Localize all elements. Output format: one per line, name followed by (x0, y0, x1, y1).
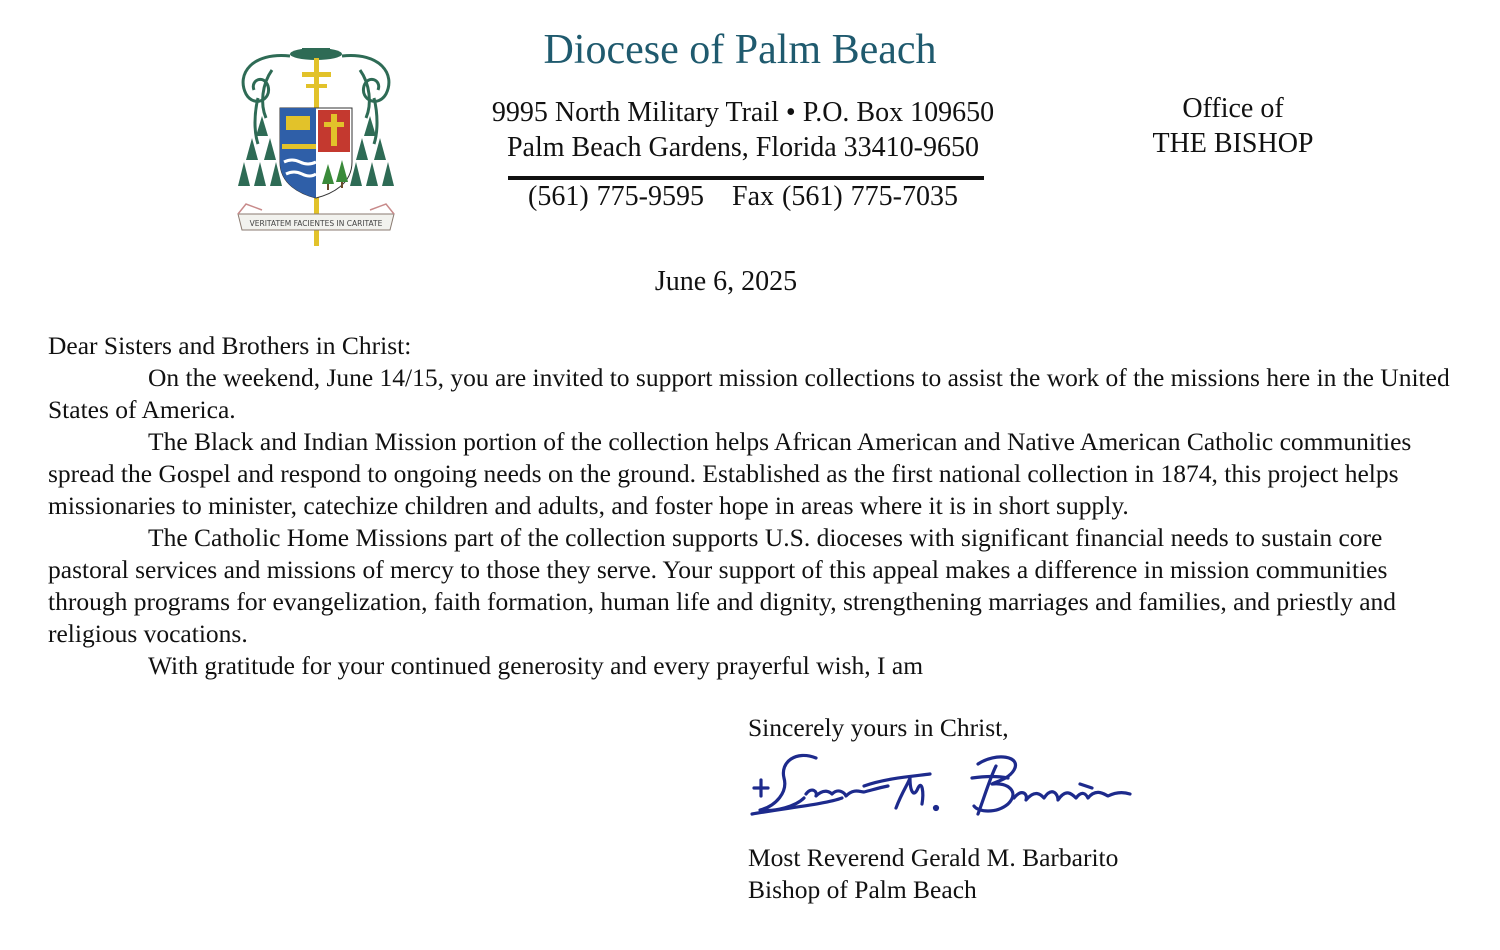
closing: Sincerely yours in Christ, (748, 713, 1009, 742)
diocese-title: Diocese of Palm Beach (543, 27, 937, 73)
signer-name: Most Reverend Gerald M. Barbarito (748, 843, 1119, 872)
address-line-1: 9995 North Military Trail • P.O. Box 109650 (491, 97, 995, 128)
paragraph-3: The Catholic Home Missions part of the collection supports U.S. dioceses with significant financial needs to sustain core pastoral services and missions of mercy to those they serve. Your support of this appeal makes a difference in mission communities through programs for evangelization, faith formation, human life and dignity, strengthening marriages and families, and priestly and religious vocations. (48, 523, 1397, 648)
address-block (440, 95, 1046, 165)
paragraph-2: The Black and Indian Mission portion of the collection helps African American and Native American Catholic communities spread the Gospel and respond to ongoing needs on the ground. Established as the first national collection in 1874, this project helps missionaries to minister, catechize children and adults, and foster hope in areas where it is in short supply. (48, 427, 1412, 520)
fax-number: Fax (561) 775-7035 (732, 181, 958, 212)
contact-numbers (440, 181, 1046, 213)
header-divider (508, 176, 984, 180)
signer-title: Bishop of Palm Beach (748, 875, 977, 904)
office-label (1120, 91, 1346, 161)
signer-block (748, 842, 1118, 906)
coat-of-arms-icon (232, 44, 400, 250)
letter-body (48, 330, 1453, 682)
letter-date: June 6, 2025 (654, 266, 798, 297)
paragraph-4: With gratitude for your continued generosity and every prayerful wish, I am (148, 651, 924, 680)
address-line-2: Palm Beach Gardens, Florida 33410-9650 (506, 132, 980, 163)
motto-text: VERITATEM FACIENTES IN CARITATE (249, 219, 383, 228)
phone-number: (561) 775-9595 (528, 181, 704, 212)
salutation: Dear Sisters and Brothers in Christ: (48, 331, 412, 360)
office-line-1: Office of (1182, 93, 1284, 124)
signature-image (746, 748, 1138, 830)
paragraph-1: On the weekend, June 14/15, you are invited to support mission collections to assist the work of the missions here in the United States of America. (48, 363, 1450, 424)
office-line-2: THE BISHOP (1152, 128, 1314, 159)
